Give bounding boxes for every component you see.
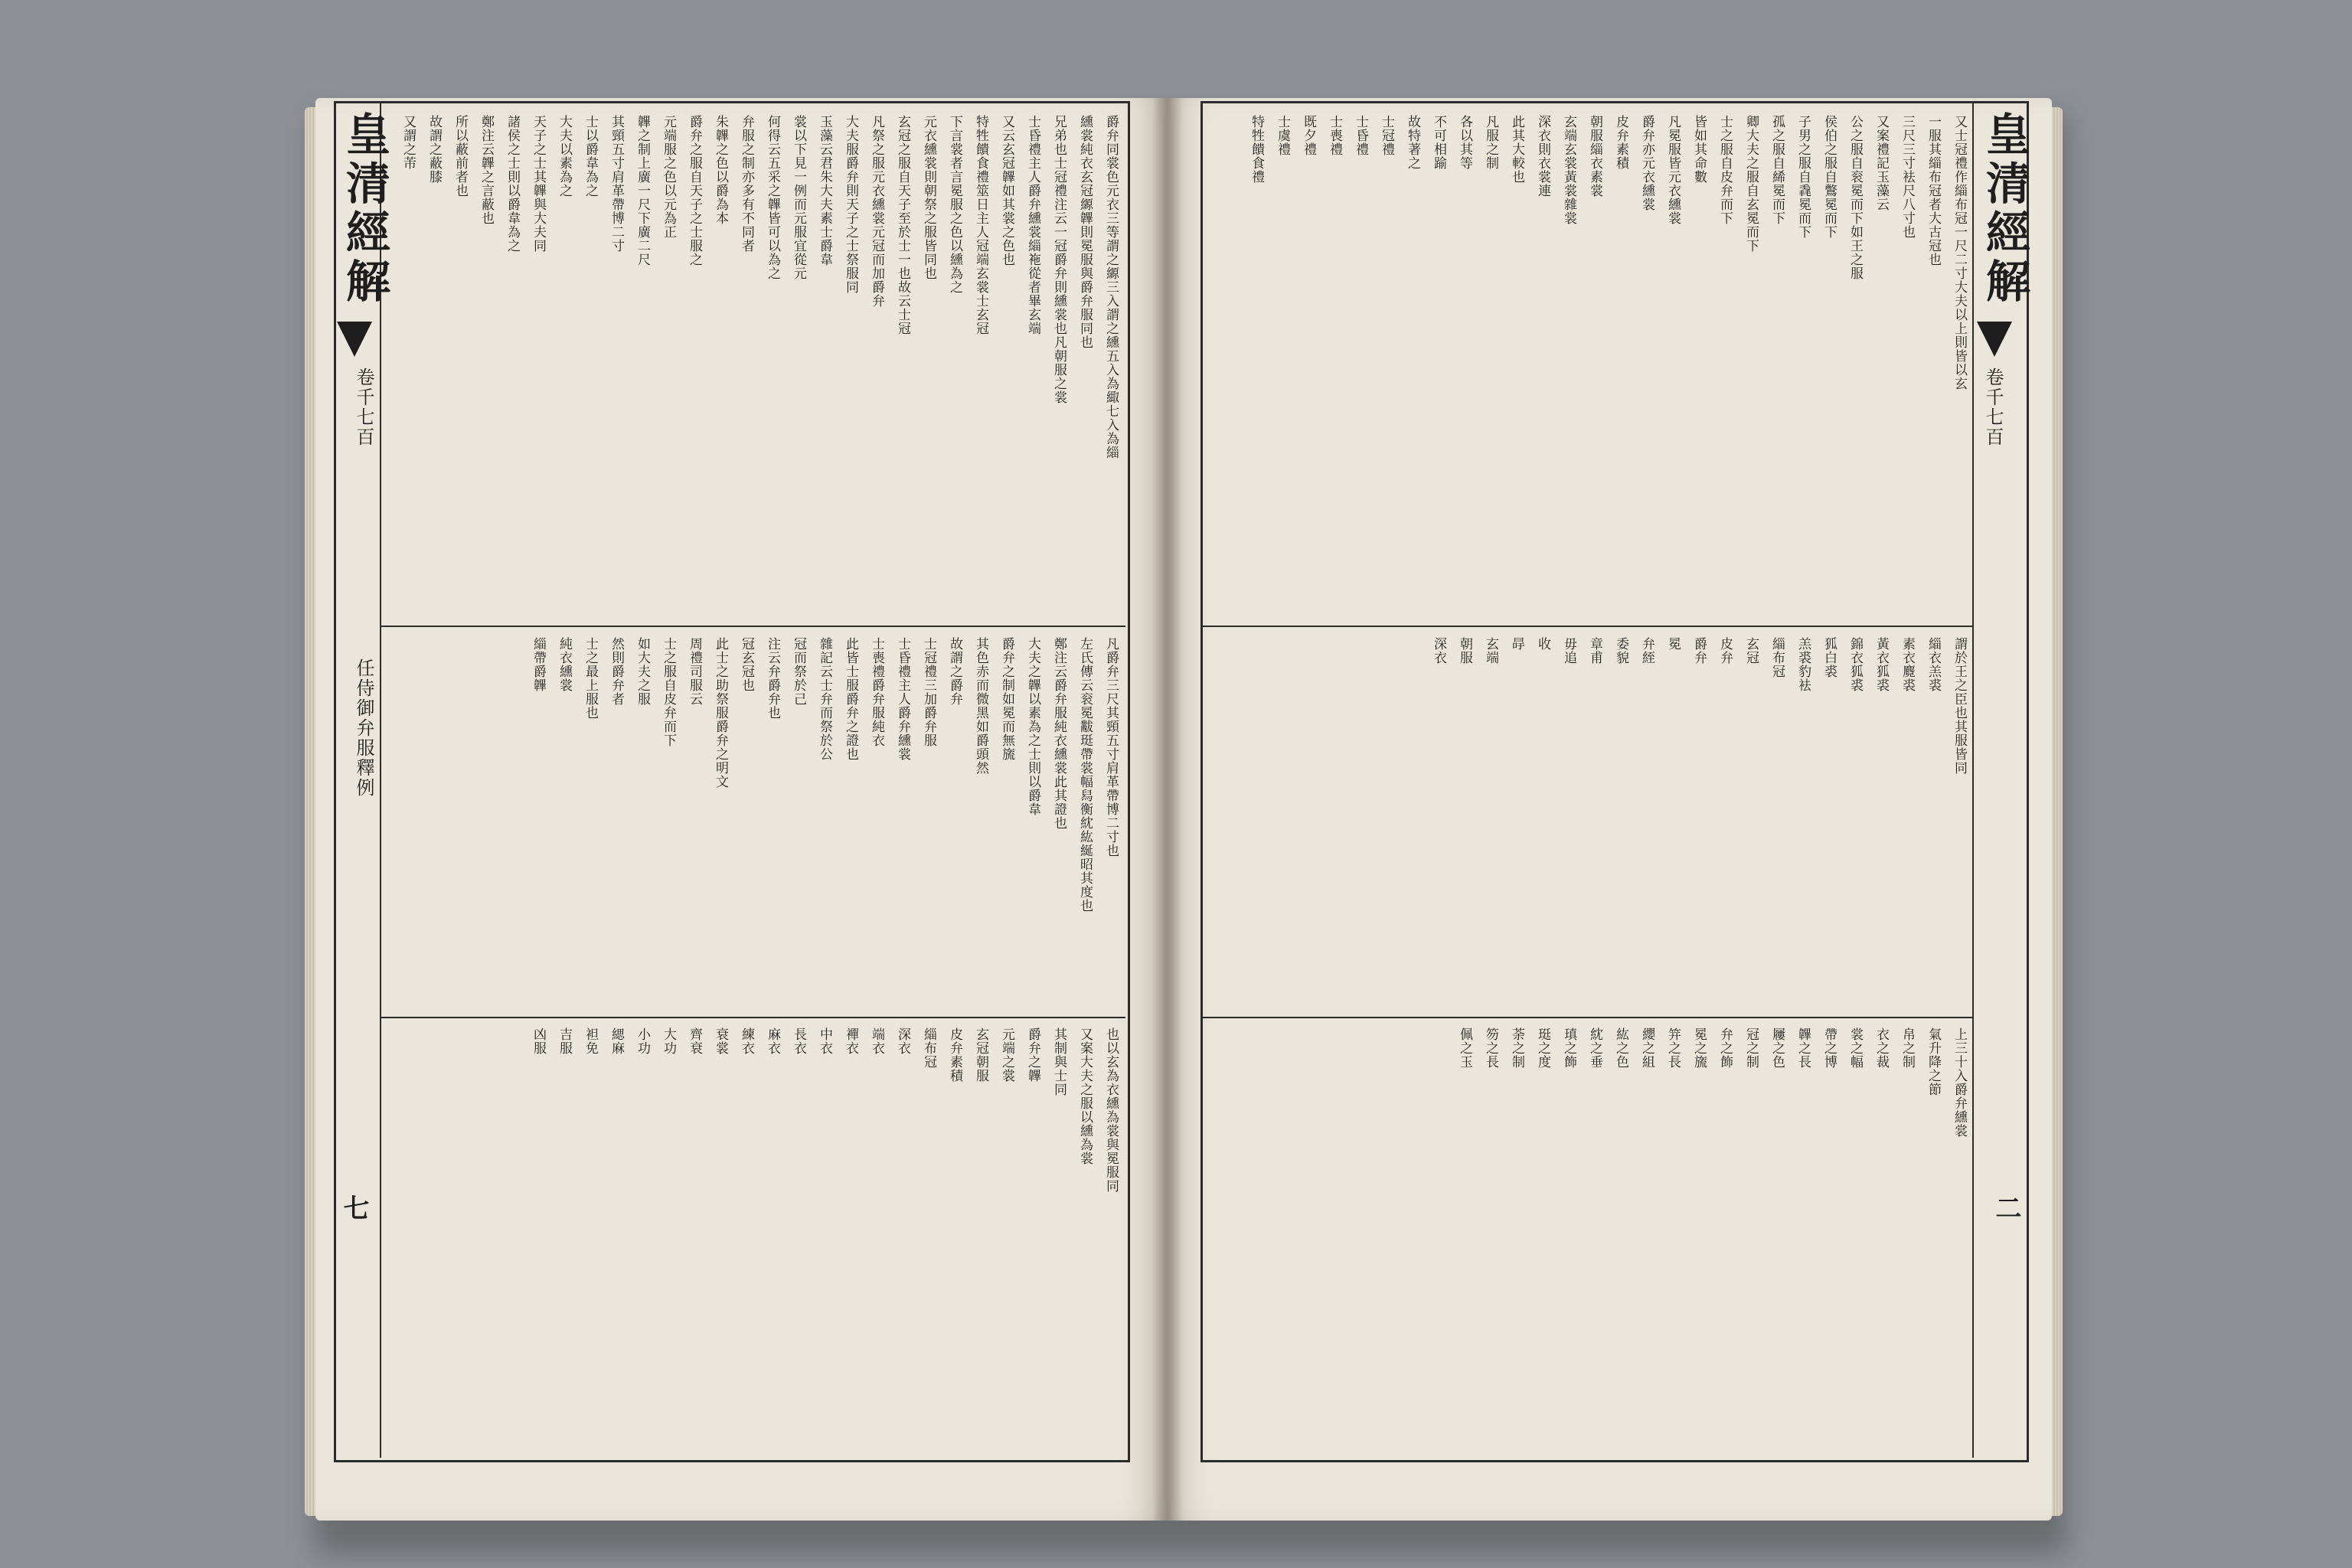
text-column: 深衣: [1431, 637, 1446, 665]
right-running-title: 皇清經解: [1978, 111, 2030, 307]
text-column: 天子之士其韠與大夫同: [531, 115, 546, 253]
text-column: 玄冠朝服: [973, 1027, 988, 1083]
text-column: 士昏禮: [1353, 115, 1368, 156]
text-column: 緦麻: [609, 1027, 624, 1055]
text-column: 玄冠之服自天子至於士一也故云士冠: [895, 115, 910, 335]
text-column: 紞之垂: [1587, 1027, 1602, 1069]
text-column: 此士之助祭服爵弁之明文: [713, 637, 728, 789]
text-column: 也以玄為衣纁為裳與冕服同: [1103, 1027, 1119, 1193]
text-column: 氣升降之節: [1926, 1027, 1941, 1096]
text-column: 荼之制: [1509, 1027, 1524, 1069]
text-column: 侯伯之服自鷩冕而下: [1821, 115, 1837, 239]
text-column: 凡冕服皆元衣纁裳: [1665, 115, 1681, 225]
text-column: 大夫之韠以素為之士則以爵韋: [1025, 637, 1040, 816]
text-column: 錦衣狐裘: [1847, 637, 1863, 692]
text-column: 章甫: [1587, 637, 1602, 665]
text-column: 公之服自衮冕而下如王之服: [1847, 115, 1863, 280]
text-column: 笏之長: [1483, 1027, 1498, 1069]
text-column: 冠而祭於己: [791, 637, 806, 706]
text-column: 士冠禮: [1379, 115, 1394, 156]
text-column: 士以爵韋為之: [583, 115, 598, 198]
text-column: 各以其等: [1457, 115, 1472, 170]
text-column: 大夫以素為之: [557, 115, 572, 198]
text-column: 元端之裳: [999, 1027, 1014, 1083]
text-column: 不可相踰: [1431, 115, 1446, 170]
text-column: 皆如其命數: [1691, 115, 1707, 184]
text-column: 然則爵弁者: [609, 637, 624, 706]
text-column: 弁絰: [1639, 637, 1655, 665]
text-column: 凶服: [531, 1027, 546, 1055]
text-column: 元端服之色以元為正: [661, 115, 676, 239]
text-column: 冠玄冠也: [739, 637, 754, 692]
text-column: 特牲饋食禮: [1249, 115, 1264, 184]
text-column: 爵弁之服自天子之士服之: [687, 115, 702, 266]
text-column: 紘之色: [1613, 1027, 1628, 1069]
text-column: 毋追: [1561, 637, 1576, 665]
text-column: 謂於王之臣也其服皆同: [1952, 637, 1967, 775]
text-column: 纁裳純衣玄冠縓韠則冕服與爵弁服同也: [1077, 115, 1093, 349]
text-column: 又案禮記玉藻云: [1873, 115, 1889, 211]
text-column: 左氏傳云衮冕黻珽帶裳幅舄衡紞紘綖昭其度也: [1077, 637, 1093, 913]
text-column: 三尺三寸袪尺八寸也: [1900, 115, 1915, 239]
text-column: 子男之服自毳冕而下: [1795, 115, 1811, 239]
text-column: 佩之玉: [1457, 1027, 1472, 1069]
text-column: 緇帶爵韠: [531, 637, 546, 692]
text-column: 爵弁之韠: [1025, 1027, 1040, 1083]
text-column: 如大夫之服: [635, 637, 650, 706]
text-column: 大功: [661, 1027, 676, 1055]
text-column: 黃衣狐裘: [1873, 637, 1889, 692]
text-column: 端衣: [869, 1027, 884, 1055]
text-column: 中衣: [817, 1027, 832, 1055]
text-column: 周禮司服云: [687, 637, 702, 706]
text-column: 其頸五寸肩革帶博二寸: [609, 115, 624, 253]
text-column: 凡爵弁三尺其頸五寸肩革帶博二寸也: [1103, 637, 1119, 858]
text-column: 韠之制上廣一尺下廣二尺: [635, 115, 650, 266]
text-column: 雜記云士弁而祭於公: [817, 637, 832, 761]
text-column: 皮弁素積: [947, 1027, 962, 1083]
text-column: 朝服緇衣素裳: [1587, 115, 1602, 198]
text-column: 袒免: [583, 1027, 598, 1055]
text-column: 深衣: [895, 1027, 910, 1055]
text-column: 其制與士同: [1051, 1027, 1067, 1096]
text-column: 深衣則衣裳連: [1535, 115, 1550, 198]
text-column: 士冠禮三加爵弁服: [921, 637, 936, 747]
text-column: 下言裳者言冕服之色以纁為之: [947, 115, 962, 294]
text-column: 瑱之飾: [1561, 1027, 1576, 1069]
text-column: 鄭注云爵弁服純衣纁裳此其證也: [1051, 637, 1067, 830]
text-column: 此其大較也: [1509, 115, 1524, 184]
text-column: 委貌: [1613, 637, 1628, 665]
text-column: 故謂之爵弁: [947, 637, 962, 706]
text-column: 弁之飾: [1717, 1027, 1733, 1069]
text-column: 素衣麑裘: [1900, 637, 1915, 692]
text-column: 凡祭之服元衣纁裳元冠而加爵弁: [869, 115, 884, 308]
text-column: 衰裳: [713, 1027, 728, 1055]
text-column: 裳之幅: [1847, 1027, 1863, 1069]
text-column: 凡服之制: [1483, 115, 1498, 170]
text-column: 故特著之: [1405, 115, 1420, 170]
text-column: 士虞禮: [1275, 115, 1290, 156]
text-column: 元衣纁裳則朝祭之服皆同也: [921, 115, 936, 280]
text-column: 又案大夫之服以纁為裳: [1077, 1027, 1093, 1165]
left-divider-upper: [380, 626, 1125, 627]
text-column: 皮弁素積: [1613, 115, 1628, 170]
left-divider-lower: [380, 1017, 1125, 1018]
text-column: 韠之長: [1795, 1027, 1811, 1069]
text-column: 緇衣羔裘: [1926, 637, 1941, 692]
text-column: 齊衰: [687, 1027, 702, 1055]
text-column: 鄭注云韠之言蔽也: [479, 115, 494, 225]
right-volume-label: 卷千七百: [1982, 368, 2004, 447]
text-column: 玉藻云君朱大夫素士爵韋: [817, 115, 832, 266]
text-column: 大夫服爵弁則天子之士祭服同: [843, 115, 858, 294]
text-column: 冕之旒: [1691, 1027, 1707, 1069]
text-column: 小功: [635, 1027, 650, 1055]
text-column: 士之服自皮弁而下: [661, 637, 676, 747]
left-running-title: 皇清經解: [338, 111, 390, 307]
text-column: 爵弁同裳色元衣三等謂之縓三入謂之纁五入為緅七入為緇: [1103, 115, 1119, 459]
text-column: 收: [1535, 637, 1550, 651]
text-column: 玄端玄裳黃裳雜裳: [1561, 115, 1576, 225]
text-column: 士喪禮: [1327, 115, 1342, 156]
text-column: 其色赤而微黑如爵頭然: [973, 637, 988, 775]
text-column: 麻衣: [765, 1027, 780, 1055]
left-folio: 七: [338, 1194, 369, 1220]
text-column: 珽之度: [1535, 1027, 1550, 1069]
text-column: 冕: [1665, 637, 1681, 651]
text-column: 玄端: [1483, 637, 1498, 665]
text-column: 裳以下見一例而元服宜從元: [791, 115, 806, 280]
text-column: 又云玄冠韠如其裳之色也: [999, 115, 1014, 266]
text-column: 冠之制: [1743, 1027, 1759, 1069]
text-column: 狐白裘: [1821, 637, 1837, 678]
text-column: 士昏禮主人爵弁纁裳: [895, 637, 910, 761]
text-column: 孤之服自絺冕而下: [1769, 115, 1785, 225]
text-column: 又士冠禮作緇布冠一尺二寸大夫以上則皆以玄: [1952, 115, 1967, 390]
text-column: 長衣: [791, 1027, 806, 1055]
text-column: 帶之博: [1821, 1027, 1837, 1069]
text-column: 此皆士服爵弁之證也: [843, 637, 858, 761]
text-column: 又謂之芾: [400, 115, 416, 170]
text-column: 笄之長: [1665, 1027, 1681, 1069]
text-column: 吉服: [557, 1027, 572, 1055]
text-column: 襌衣: [843, 1027, 858, 1055]
text-column: 故謂之蔽膝: [426, 115, 442, 184]
left-side-label: 任侍御弁服釋例: [353, 658, 374, 798]
text-column: 卿大夫之服自玄冕而下: [1743, 115, 1759, 253]
right-divider-lower: [1200, 1017, 1974, 1018]
text-column: 既夕禮: [1301, 115, 1316, 156]
text-column: 士之服自皮弁而下: [1717, 115, 1733, 225]
text-column: 冔: [1509, 637, 1524, 651]
text-column: 爵弁之制如冕而無旒: [999, 637, 1014, 761]
text-column: 羔裘豹袪: [1795, 637, 1811, 692]
text-column: 玄冠: [1743, 637, 1759, 665]
text-column: 爵弁: [1691, 637, 1707, 665]
text-column: 純衣纁裳: [557, 637, 572, 692]
text-column: 注云弁爵弁也: [765, 637, 780, 720]
text-column: 諸侯之士則以爵韋為之: [505, 115, 520, 253]
text-column: 屨之色: [1769, 1027, 1785, 1069]
text-column: 弁服之制亦多有不同者: [739, 115, 754, 253]
text-column: 士喪禮爵弁服純衣: [869, 637, 884, 747]
text-column: 皮弁: [1717, 637, 1733, 665]
book-gutter: [1152, 98, 1183, 1521]
text-column: 緇布冠: [921, 1027, 936, 1069]
text-column: 上三十入爵弁纁裳: [1952, 1027, 1967, 1138]
left-volume-label: 卷千七百: [353, 368, 374, 447]
right-folio: 二: [1991, 1194, 2021, 1220]
text-column: 何得云五采之韠皆可以為之: [765, 115, 780, 280]
text-column: 帛之制: [1900, 1027, 1915, 1069]
text-column: 兄弟也士冠禮注云一冠爵弁則纁裳也凡朝服之裳: [1051, 115, 1067, 404]
text-column: 所以蔽前者也: [452, 115, 468, 198]
text-column: 衣之裁: [1873, 1027, 1889, 1069]
text-column: 練衣: [739, 1027, 754, 1055]
text-column: 朝服: [1457, 637, 1472, 665]
text-column: 士昏禮主人爵弁纁裳緇袘從者畢玄端: [1025, 115, 1040, 335]
text-column: 爵弁亦元衣纁裳: [1639, 115, 1655, 211]
text-column: 一服其緇布冠者大古冠也: [1926, 115, 1941, 266]
text-column: 朱韠之色以爵為本: [713, 115, 728, 225]
text-column: 纓之組: [1639, 1027, 1655, 1069]
right-divider-upper: [1200, 626, 1974, 627]
text-column: 士之最上服也: [583, 637, 598, 720]
text-column: 特牲饋食禮筮日主人冠端玄裳士玄冠: [973, 115, 988, 335]
text-column: 緇布冠: [1769, 637, 1785, 678]
